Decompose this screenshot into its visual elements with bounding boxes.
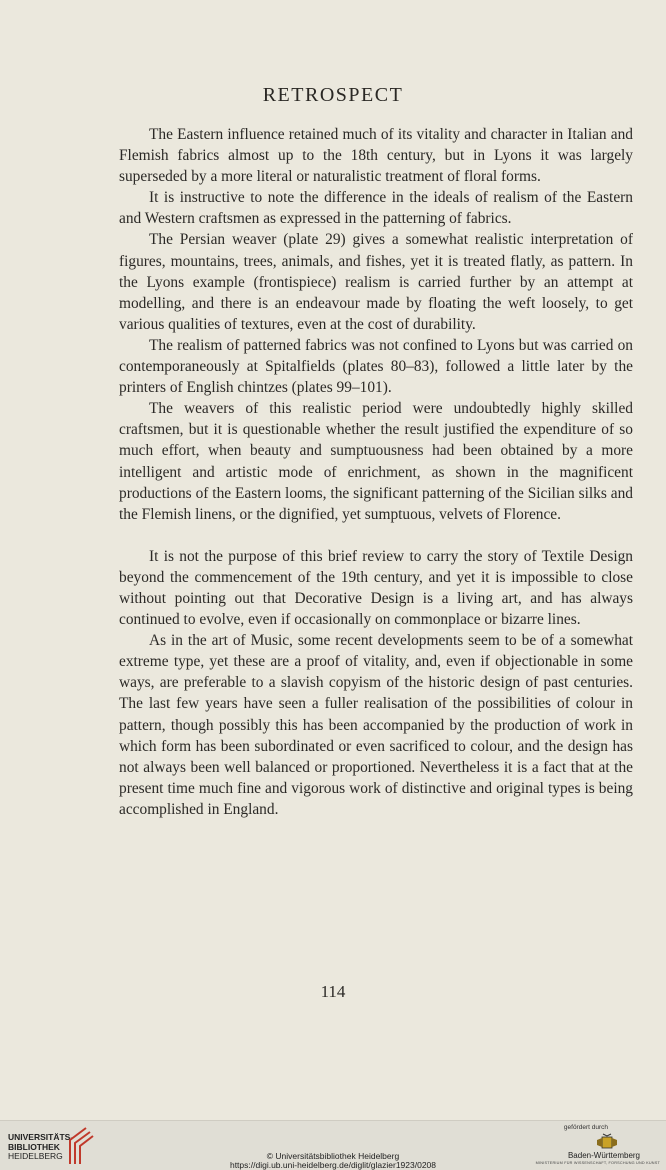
copyright-notice: © Universitätsbibliothek Heidelberg [266,1151,400,1161]
baden-wuerttemberg-crest-icon [596,1133,618,1151]
paragraph: It is instructive to note the difference in the ideals of realism of the Eastern and Western craftsmen as expressed in the patterning of fabrics. [119,189,633,228]
paragraph: The Persian weaver (plate 29) gives a somewhat realistic interpretation of figures, mountains, trees, animals, and fishes, yet it is treated flatly, as pattern. In the Lyons example (frontispiece) realism is carried further by an attempt at modelling, and there is an endeavour made by floating the weft loosely, to get various qualities of textures, even at the cost of durability. [119,231,633,333]
paragraph: The weavers of this realistic period were undoubtedly highly skilled craftsmen, but it is questionable whether the result justified the expenditure of so much effort, when beauty and sumptuousness had been obtained by a more intelligent and artistic mode of enrichment, as shown in the magnificent productions of the Eastern looms, the significant patterning of the Sicilian silks and the Flemish linens, or the dignified, yet sumptuous, velvets of Florence. [119,400,633,523]
page-number: 114 [320,982,346,1001]
page-title: RETROSPECT [262,84,404,106]
source-url[interactable]: https://digi.ub.uni-heidelberg.de/diglit/glazier1923/0208 [229,1160,437,1170]
funded-by-label: gefördert durch [563,1124,608,1131]
paragraph: The Eastern influence retained much of its vitality and character in Italian and Flemish fabrics almost up to the 18th century, but in Lyons it was largely superseded by a more literal or naturalistic treatment of floral forms. [119,126,633,186]
library-name-line: HEIDELBERG [8,1151,63,1161]
body-text [119,124,633,820]
footer-bar [0,1120,666,1170]
funder-name: Baden-Württemberg [567,1151,640,1160]
paragraph: The realism of patterned fabrics was not confined to Lyons but was carried on contemporaneously at Spitalfields (plates 80–83), followed a little later by the printers of English chintzes (plates 99–101). [119,336,633,397]
paragraph: As in the art of Music, some recent developments seem to be of a somewhat extreme type, yet these are a proof of vitality, and, even if objectionable in some ways, are preferable to a slavish copyism of the historic design of past centuries. The last few years have seen a fuller realisation of the possibilities of colour in pattern, though possibly this has been accompanied by the production of work in which form has been subordinated or even sacrificed to colour, and the design has not always been well balanced or proportioned. Nevertheless it is a fact that at the present time much fine and vigorous work of distinctive and original types is being accomplished in England. [119,632,633,818]
library-name-line: UNIVERSITÄTS- [8,1132,74,1142]
paragraph: It is not the purpose of this brief review to carry the story of Textile Design beyond the commencement of the 19th century, and yet it is impossible to close without pointing out that Decorative Design is a living art, and has always continued to evolve, even if occasionally on commonplace or bizarre lines. [119,547,633,629]
library-name-line: BIBLIOTHEK [8,1141,60,1152]
funder-ministry: MINISTERIUM FÜR WISSENSCHAFT, FORSCHUNG UND KUNST [535,1161,660,1165]
